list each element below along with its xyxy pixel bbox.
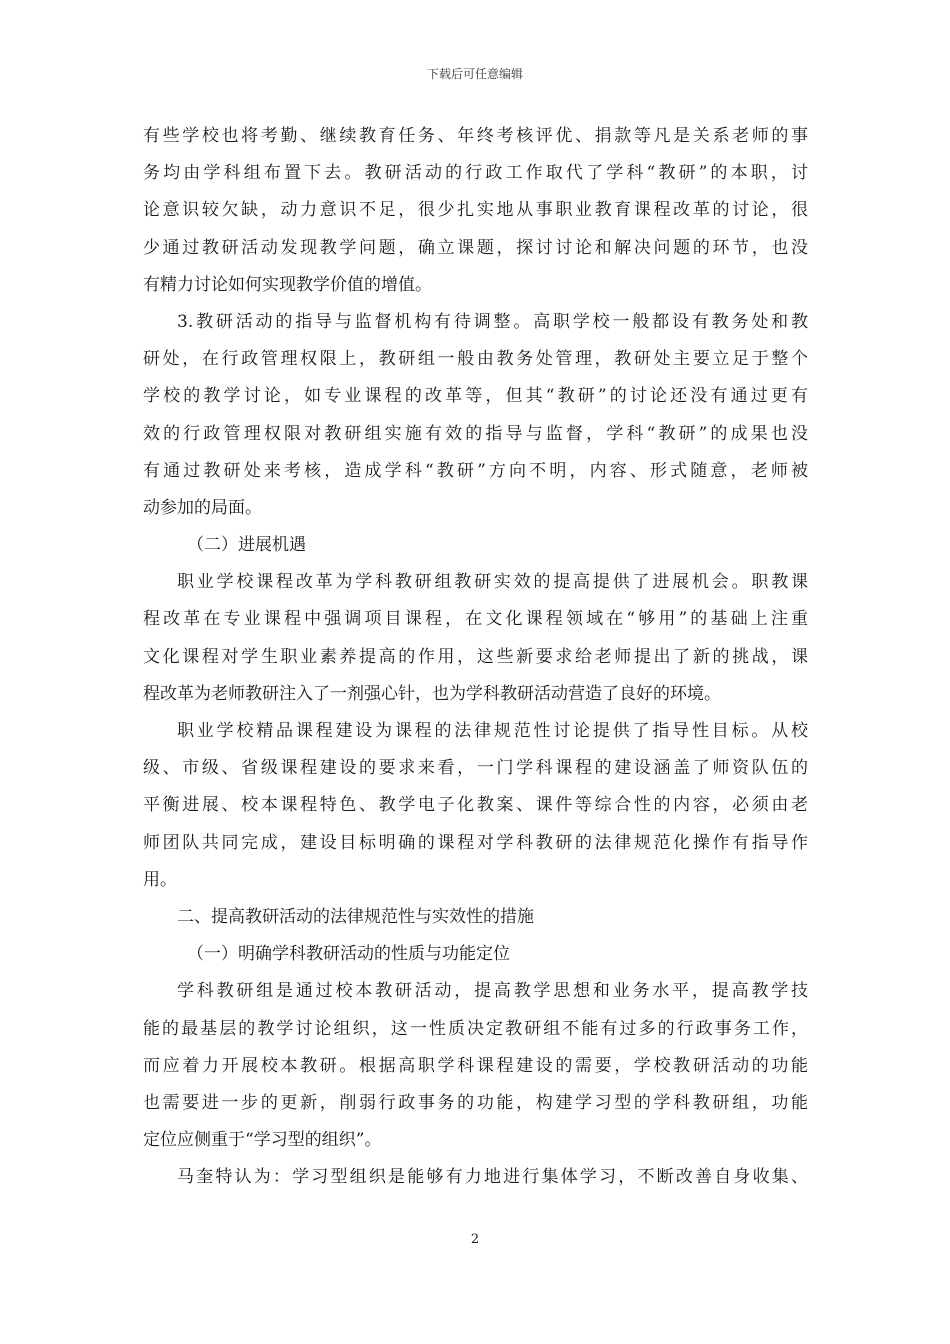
body-line: 程改革为老师教研注入了一剂强心针，也为学科教研活动营造了良好的环境。 xyxy=(143,683,721,704)
body-line: 研处，在行政管理权限上，教研组一般由教务处管理，教研处主要立足于整个 xyxy=(143,349,808,370)
body-line: 能的最基层的教学讨论组织，这一性质决定教研组不能有过多的行政事务工作， xyxy=(143,1018,808,1039)
body-line: 平衡进展、校本课程特色、教学电子化教案、课件等综合性的内容，必须由老 xyxy=(143,795,808,816)
section-heading: 二、提高教研活动的法律规范性与实效性的措施 xyxy=(177,906,534,927)
body-line: 3.教研活动的指导与监督机构有待调整。高职学校一般都设有教务处和教 xyxy=(177,311,808,332)
page-header: 下载后可任意编辑 xyxy=(426,67,523,81)
body-line: 有些学校也将考勤、继续教育任务、年终考核评优、捐款等凡是关系老师的事 xyxy=(143,126,808,146)
body-line: 少通过教研活动发现教学问题，确立课题，探讨讨论和解决问题的环节，也没 xyxy=(143,237,808,258)
body-line: 用。 xyxy=(143,869,177,890)
document-body xyxy=(143,118,808,1196)
body-line: 职业学校精品课程建设为课程的法律规范性讨论提供了指导性目标。从校 xyxy=(177,721,808,741)
body-line: 效的行政管理权限对教研组实施有效的指导与监督，学科“教研”的成果也没 xyxy=(143,423,808,444)
body-line: 马奎特认为：学习型组织是能够有力地进行集体学习，不断改善自身收集、 xyxy=(177,1167,808,1188)
body-line: 程改革在专业课程中强调项目课程，在文化课程领域在“够用”的基础上注重 xyxy=(143,609,808,630)
body-line: 定位应侧重于“学习型的组织”。 xyxy=(143,1130,382,1151)
body-line: 职业学校课程改革为学科教研组教研实效的提高提供了进展机会。职教课 xyxy=(177,572,808,593)
body-line: 也需要进一步的更新，削弱行政事务的功能，构建学习型的学科教研组，功能 xyxy=(143,1092,808,1113)
body-line: 级、市级、省级课程建设的要求来看，一门学科课程的建设涵盖了师资队伍的 xyxy=(143,758,808,779)
body-line: 学校的教学讨论，如专业课程的改革等，但其“教研”的讨论还没有通过更有 xyxy=(143,386,808,407)
body-line: 有通过教研处来考核，造成学科“教研”方向不明，内容、形式随意，老师被 xyxy=(143,460,808,481)
body-line: 动参加的局面。 xyxy=(143,497,262,518)
body-line: 论意识较欠缺，动力意识不足，很少扎实地从事职业教育课程改革的讨论，很 xyxy=(143,200,808,221)
body-line: 师团队共同完成，建设目标明确的课程对学科教研的法律规范化操作有指导作 xyxy=(143,832,808,853)
body-line: 文化课程对学生职业素养提高的作用，这些新要求给老师提出了新的挑战，课 xyxy=(143,646,808,667)
section-subheading: （一）明确学科教研活动的性质与功能定位 xyxy=(187,944,510,965)
page-number: 2 xyxy=(470,1232,480,1247)
section-subheading: （二）进展机遇 xyxy=(187,535,306,556)
body-line: 学科教研组是通过校本教研活动，提高教学思想和业务水平，提高教学技 xyxy=(177,981,808,1002)
body-line: 有精力讨论如何实现教学价值的增值。 xyxy=(143,274,432,295)
body-line: 而应着力开展校本教研。根据高职学科课程建设的需要，学校教研活动的功能 xyxy=(143,1055,808,1076)
body-line: 务均由学科组布置下去。教研活动的行政工作取代了学科“教研”的本职，讨 xyxy=(143,163,808,184)
